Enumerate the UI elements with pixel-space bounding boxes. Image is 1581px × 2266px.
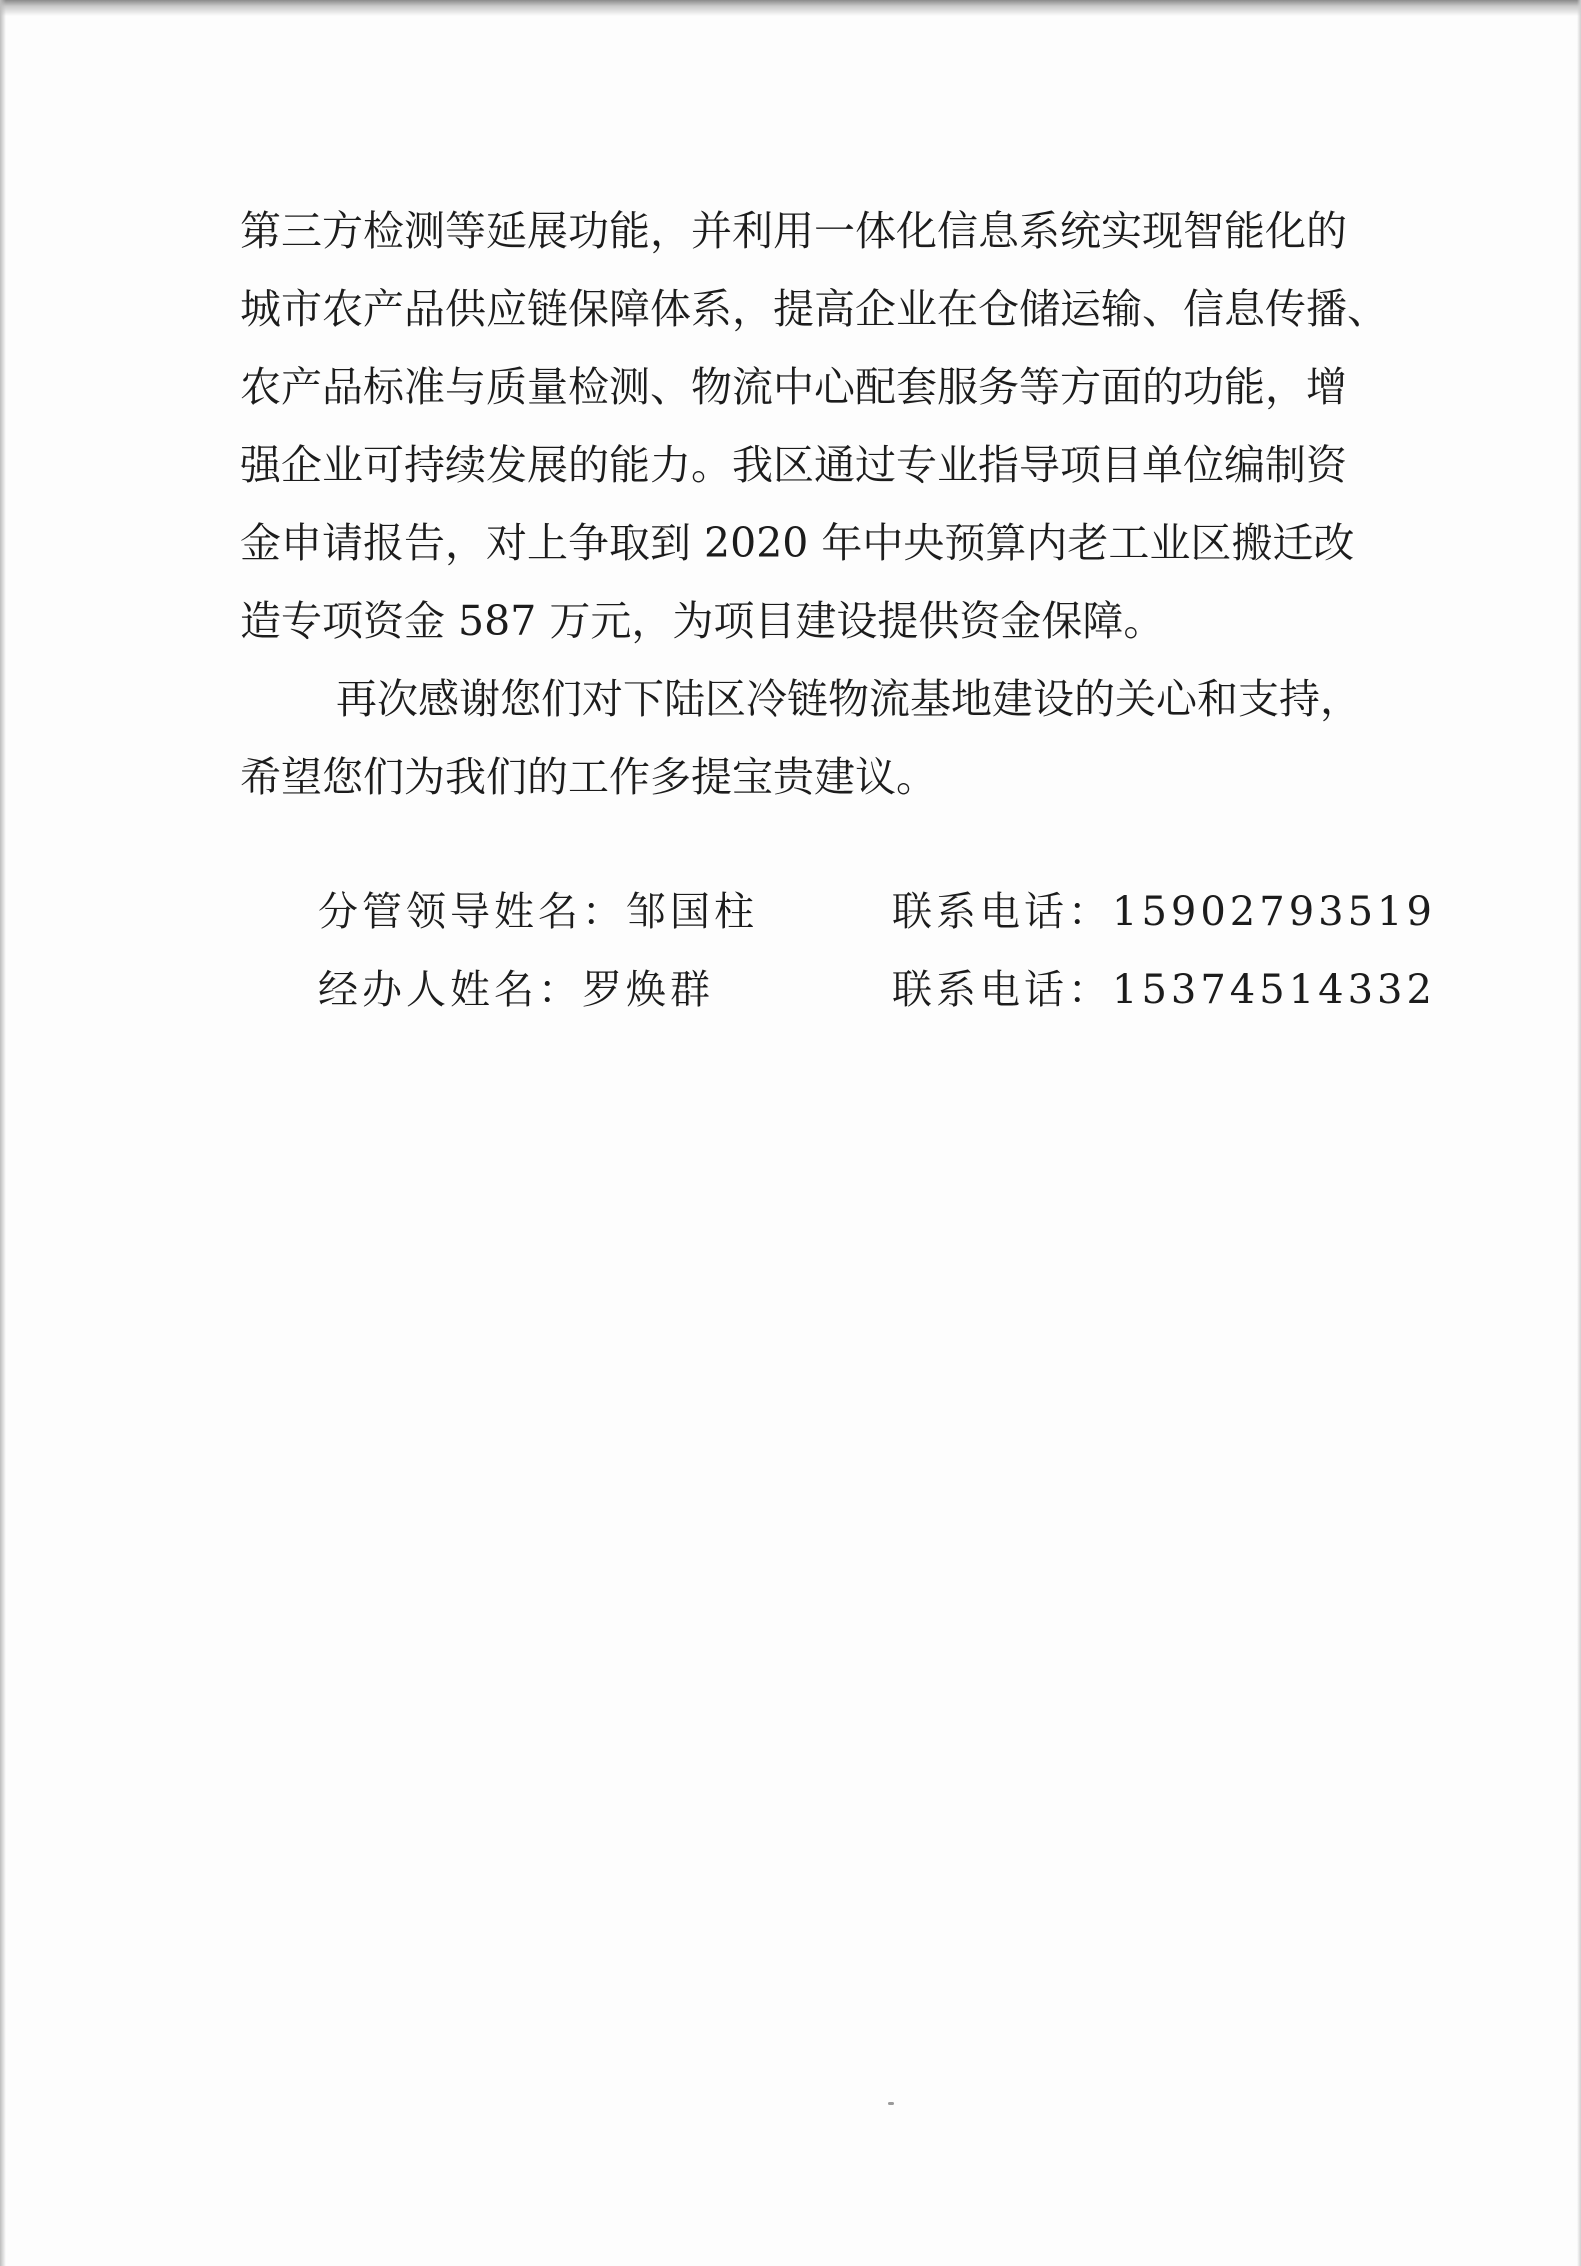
scan-top-edge <box>0 0 1581 16</box>
handler-name-value: 罗焕群 <box>582 967 714 1013</box>
handler-name-field <box>318 962 714 1018</box>
leader-phone-field <box>892 884 1436 940</box>
paragraph-1-line-3: 农产品标准与质量检测、物流中心配套服务等方面的功能，增 <box>240 363 1347 411</box>
body-text <box>240 192 1388 816</box>
scan-left-edge <box>0 0 6 2266</box>
leader-phone-value: 15902793519 <box>1112 889 1436 935</box>
leader-name-label: 分管领导姓名： <box>318 889 626 935</box>
paragraph-2-line-1: 再次感谢您们对下陆区冷链物流基地建设的关心和支持， <box>336 675 1361 723</box>
paragraph-2-line-2: 希望您们为我们的工作多提宝贵建议。 <box>240 753 937 801</box>
leader-name-value: 邹国柱 <box>626 889 758 935</box>
paragraph-1-line-2: 城市农产品供应链保障体系，提高企业在仓储运输、信息传播、 <box>240 285 1388 333</box>
paragraph-1-line-1: 第三方检测等延展功能，并利用一体化信息系统实现智能化的 <box>240 207 1347 255</box>
handler-phone-value: 15374514332 <box>1112 967 1436 1013</box>
paragraph-1-line-4: 强企业可持续发展的能力。我区通过专业指导项目单位编制资 <box>240 441 1347 489</box>
paragraph-1-line-5: 金申请报告，对上争取到 2020 年中央预算内老工业区搬迁改 <box>240 519 1355 567</box>
scan-speck <box>888 2102 894 2105</box>
handler-phone-field <box>892 962 1436 1018</box>
handler-phone-label: 联系电话： <box>892 967 1112 1013</box>
leader-phone-label: 联系电话： <box>892 889 1112 935</box>
handler-name-label: 经办人姓名： <box>318 967 582 1013</box>
scan-right-edge <box>1577 0 1581 2266</box>
paragraph-1-line-6: 造专项资金 587 万元，为项目建设提供资金保障。 <box>240 597 1165 645</box>
leader-name-field <box>318 884 758 940</box>
